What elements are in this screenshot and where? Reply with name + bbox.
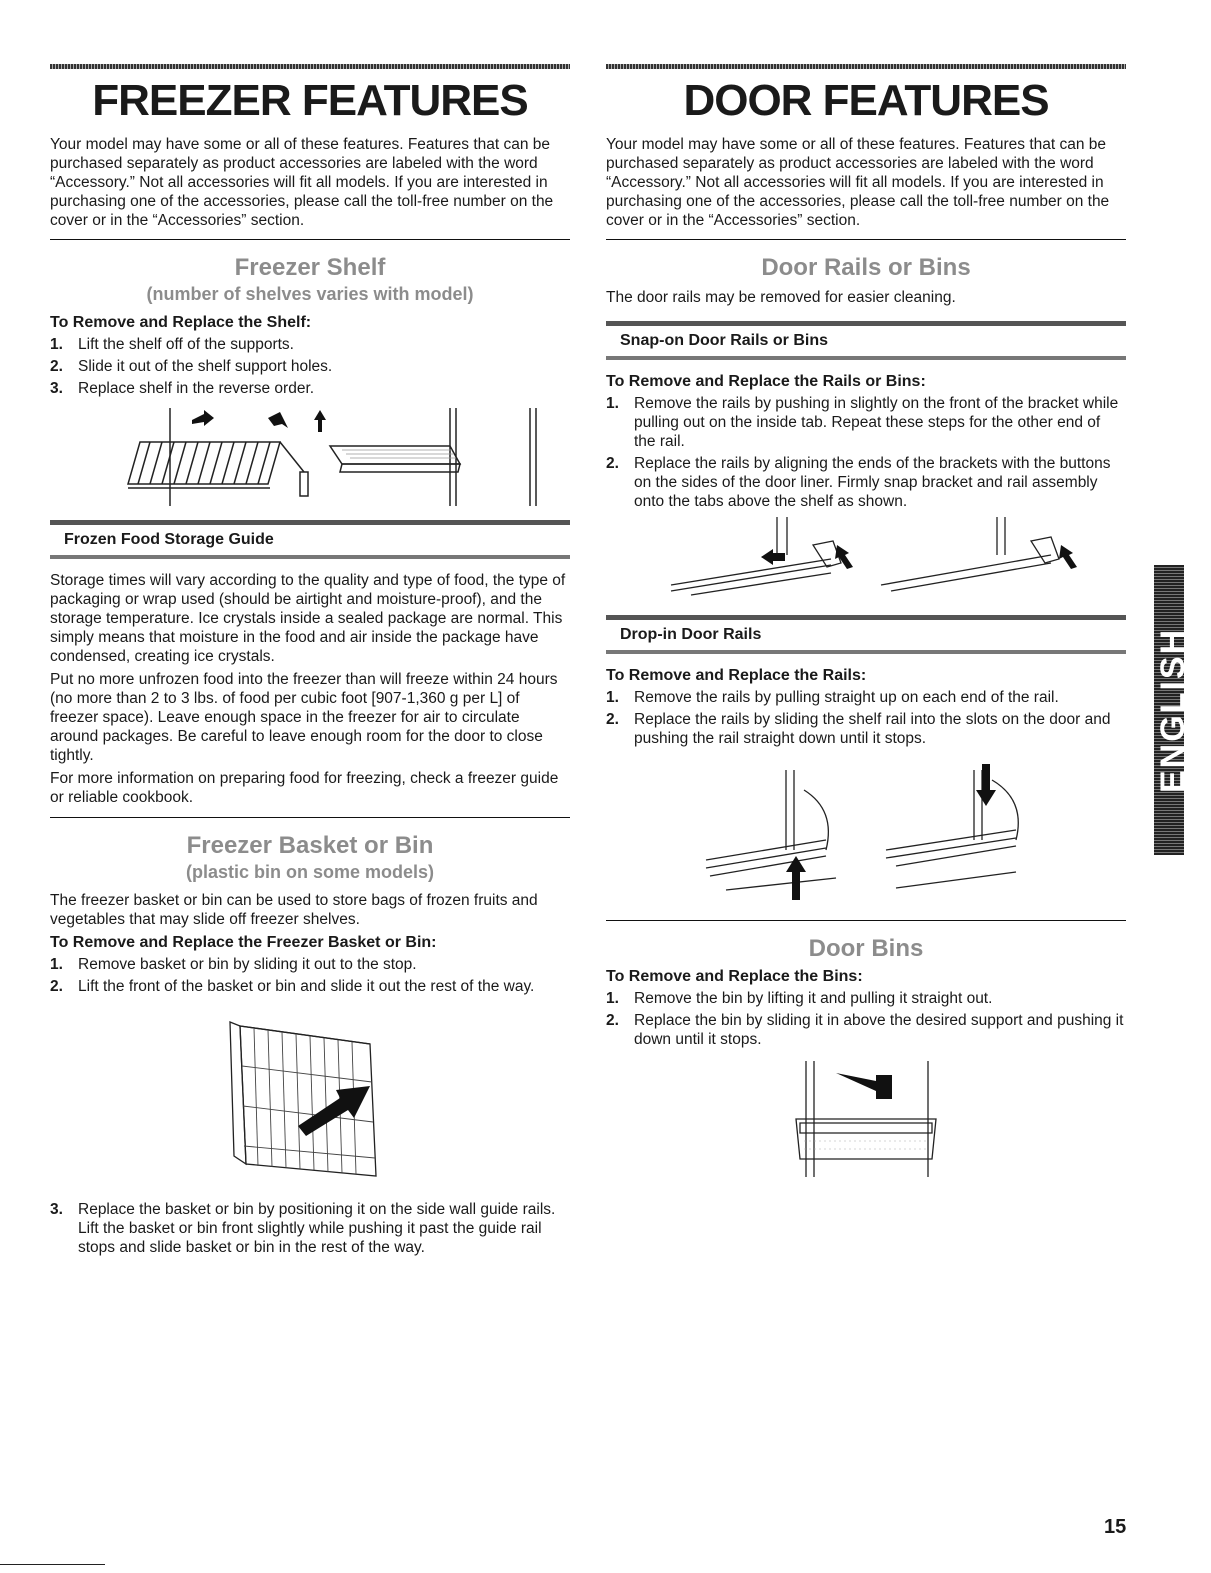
drop-in-rails-title: Drop-in Door Rails — [620, 626, 762, 643]
basket-steps-list — [50, 955, 570, 996]
door-bin-illustration — [776, 1059, 956, 1179]
guide-paragraph: Storage times will vary according to the quality and type of food, the type of packaging or wrap used (should be airtight and moisture-proof), and the storage temperature. Ice crystals inside a sealed package are normal. This simply means that moisture in the food and air inside the package have condensed, creating ice crystals. — [50, 572, 566, 665]
freezer-features-column — [50, 64, 570, 1260]
list-item: 2. Lift the front of the basket or bin and slide it out the rest of the way. — [50, 978, 535, 995]
list-item: 1. Remove basket or bin by sliding it out to the stop. — [50, 956, 417, 973]
list-item: 2. Replace the bin by sliding it in above the desired support and pushing it down until it stops. — [606, 1012, 1124, 1048]
frozen-food-guide-header — [50, 520, 570, 559]
divider — [50, 817, 570, 818]
drop-in-rail-illustration — [686, 760, 1046, 910]
list-item: 1. Remove the rails by pulling straight up on each end of the rail. — [606, 689, 1059, 706]
list-item: 2. Slide it out of the shelf support holes. — [50, 358, 333, 375]
shelf-steps-list — [50, 335, 570, 398]
bins-steps-list — [606, 989, 1126, 1049]
list-item: 3. Replace the basket or bin by positioning it on the side wall guide rails. Lift the basket or bin front slightly while pushing it past the guide rail stops and slide basket or bin in the rest of the way. — [50, 1201, 556, 1256]
drop-in-rails-header — [606, 615, 1126, 654]
snap-on-rails-title: Snap-on Door Rails or Bins — [620, 332, 829, 349]
dropin-steps-list — [606, 688, 1126, 748]
divider — [606, 920, 1126, 921]
top-rule — [50, 64, 570, 69]
freezer-basket-subtitle: (plastic bin on some models) — [185, 862, 435, 882]
list-item: 2. Replace the rails by aligning the ends of the brackets with the buttons on the sides of the door liner. Firmly snap bracket and rail assembly onto the tabs above the shelf as shown. — [606, 455, 1111, 510]
list-item: 3. Replace shelf in the reverse order. — [50, 380, 315, 397]
door-features-column — [606, 64, 1126, 1183]
list-item: 1. Remove the rails by pushing in slightly on the front of the bracket while pulling out on the inside tab. Repeat these steps for the other end of the rail. — [606, 395, 1119, 450]
dropin-instructions-heading: To Remove and Replace the Rails: — [606, 667, 867, 684]
page-number: 15 — [1104, 1516, 1127, 1538]
snap-on-rail-illustration — [631, 515, 1101, 605]
divider — [606, 239, 1126, 240]
freezer-intro: Your model may have some or all of these features. Features that can be purchased separately as product accessories are labeled with the word “Accessory.” Not all accessories will fit all models. If you are interested in purchasing one of the accessories, please call the toll-free number on the cover or in the “Accessories” section. — [50, 136, 554, 229]
door-intro: Your model may have some or all of these features. Features that can be purchased separately as product accessories are labeled with the word “Accessory.” Not all accessories will fit all models. If you are interested in purchasing one of the accessories, please call the toll-free number on the cover or in the “Accessories” section. — [606, 136, 1110, 229]
list-item: 1. Remove the bin by lifting it and pulling it straight out. — [606, 990, 993, 1007]
basket-step3-list — [50, 1200, 570, 1257]
top-rule — [606, 64, 1126, 69]
footer-rule — [0, 1564, 105, 1565]
door-rails-title: Door Rails or Bins — [761, 254, 971, 281]
shelf-instructions-heading: To Remove and Replace the Shelf: — [50, 314, 312, 331]
freezer-shelf-illustration — [80, 402, 540, 510]
language-side-tab-label: ENGLISH — [1154, 627, 1192, 793]
snap-on-rails-header — [606, 321, 1126, 360]
guide-paragraph: Put no more unfrozen food into the freezer than will freeze within 24 hours (no more than 2 to 3 lbs. of food per cubic foot [907-1,360 g per L] of freezer space). Leave enough space in the freezer for air to circulate around packages. Be careful to leave enough room for the door to close tightly. — [50, 671, 558, 764]
door-features-title: DOOR FEATURES — [683, 76, 1049, 125]
basket-intro: The freezer basket or bin can be used to store bags of frozen fruits and vegetables that may slide off freezer shelves. — [50, 892, 538, 928]
bins-instructions-heading: To Remove and Replace the Bins: — [606, 968, 863, 985]
freezer-basket-illustration — [220, 1006, 400, 1186]
snap-steps-list — [606, 394, 1126, 511]
guide-paragraph: For more information on preparing food for freezing, check a freezer guide or reliable cookbook. — [50, 770, 559, 806]
divider — [50, 239, 570, 240]
freezer-basket-title: Freezer Basket or Bin — [186, 832, 434, 859]
list-item: 2. Replace the rails by sliding the shelf rail into the slots on the door and pushing the rail straight down until it stops. — [606, 711, 1111, 747]
freezer-features-title: FREEZER FEATURES — [92, 76, 528, 125]
frozen-food-guide-title: Frozen Food Storage Guide — [64, 531, 274, 548]
door-rails-intro: The door rails may be removed for easier cleaning. — [606, 289, 956, 306]
door-bins-title: Door Bins — [808, 935, 924, 962]
list-item: 1. Lift the shelf off of the supports. — [50, 336, 294, 353]
basket-instructions-heading: To Remove and Replace the Freezer Basket or Bin: — [50, 934, 437, 951]
freezer-shelf-title: Freezer Shelf — [234, 254, 386, 281]
freezer-shelf-subtitle: (number of shelves varies with model) — [146, 284, 474, 304]
snap-instructions-heading: To Remove and Replace the Rails or Bins: — [606, 373, 926, 390]
